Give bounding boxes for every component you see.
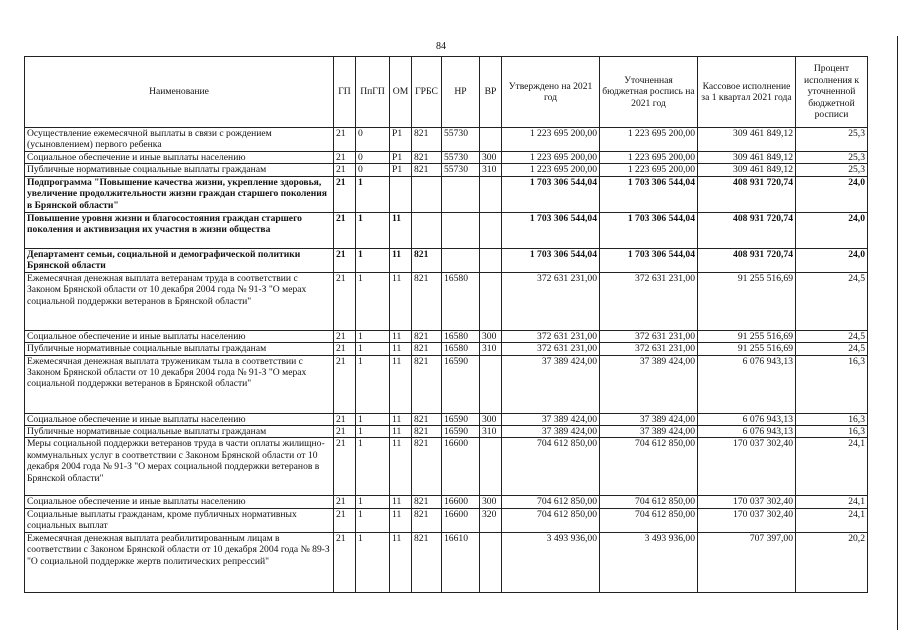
ppgp-cell: 1 xyxy=(356,330,390,342)
table-body xyxy=(25,128,868,593)
approved-cell: 1 223 695 200,00 xyxy=(502,152,600,164)
gp-cell: 21 xyxy=(334,496,356,508)
gp-cell: 21 xyxy=(334,128,356,152)
om-cell: 11 xyxy=(390,330,412,342)
grbs-cell: 821 xyxy=(412,413,442,425)
header-ppgp: ПпГП xyxy=(356,57,390,128)
approved-cell: 3 493 936,00 xyxy=(502,532,600,592)
om-cell xyxy=(390,176,412,212)
header-name: Наименование xyxy=(25,57,334,128)
cash-cell: 309 461 849,12 xyxy=(698,152,796,164)
grbs-cell: 821 xyxy=(412,164,442,176)
name-cell: Повышение уровня жизни и благосостояния граждан старшего поколения и активизация их участия в жизни общества xyxy=(25,212,334,248)
percent-cell: 16,3 xyxy=(796,413,868,425)
table-row xyxy=(25,355,868,413)
vr-cell xyxy=(480,128,502,152)
table-row xyxy=(25,343,868,355)
refined-cell: 704 612 850,00 xyxy=(600,496,698,508)
name-cell: Подпрограмма "Повышение качества жизни, укрепление здоровья, увеличение продолжительности жизни граждан старшего поколения в Брянской области" xyxy=(25,176,334,212)
grbs-cell xyxy=(412,176,442,212)
cash-cell: 6 076 943,13 xyxy=(698,413,796,425)
gp-cell: 21 xyxy=(334,330,356,342)
name-cell: Ежемесячная денежная выплата ветеранам труда в соответствии с Законом Брянской области от 10 декабря 2004 года № 91-З "О мерах социальной поддержки ветеранов в Брянской области" xyxy=(25,272,334,330)
om-cell: 11 xyxy=(390,532,412,592)
table-row xyxy=(25,272,868,330)
vr-cell xyxy=(480,355,502,413)
gp-cell: 21 xyxy=(334,508,356,532)
ppgp-cell: 1 xyxy=(356,248,390,272)
approved-cell: 1 223 695 200,00 xyxy=(502,128,600,152)
grbs-cell: 821 xyxy=(412,248,442,272)
refined-cell: 37 389 424,00 xyxy=(600,413,698,425)
header-approved: Утверждено на 2021 год xyxy=(502,57,600,128)
refined-cell: 37 389 424,00 xyxy=(600,426,698,438)
ppgp-cell: 1 xyxy=(356,355,390,413)
nr-cell: 55730 xyxy=(442,128,480,152)
gp-cell: 21 xyxy=(334,343,356,355)
percent-cell: 24,1 xyxy=(796,438,868,496)
percent-cell: 24,5 xyxy=(796,330,868,342)
cash-cell: 170 037 302,40 xyxy=(698,438,796,496)
vr-cell: 310 xyxy=(480,343,502,355)
header-refined: Уточненная бюджетная роспись на 2021 год xyxy=(600,57,698,128)
refined-cell: 704 612 850,00 xyxy=(600,438,698,496)
approved-cell: 1 703 306 544,04 xyxy=(502,176,600,212)
approved-cell: 372 631 231,00 xyxy=(502,343,600,355)
percent-cell: 25,3 xyxy=(796,152,868,164)
header-grbs: ГРБС xyxy=(412,57,442,128)
percent-cell: 24,5 xyxy=(796,343,868,355)
vr-cell xyxy=(480,212,502,248)
ppgp-cell: 0 xyxy=(356,128,390,152)
cash-cell: 91 255 516,69 xyxy=(698,343,796,355)
gp-cell: 21 xyxy=(334,413,356,425)
gp-cell: 21 xyxy=(334,355,356,413)
approved-cell: 704 612 850,00 xyxy=(502,496,600,508)
om-cell: 11 xyxy=(390,426,412,438)
nr-cell xyxy=(442,212,480,248)
om-cell: 11 xyxy=(390,413,412,425)
vr-cell: 300 xyxy=(480,330,502,342)
name-cell: Социальное обеспечение и иные выплаты населению xyxy=(25,330,334,342)
name-cell: Департамент семьи, социальной и демографической политики Брянской области xyxy=(25,248,334,272)
table-row xyxy=(25,508,868,532)
vr-cell: 320 xyxy=(480,508,502,532)
om-cell: 11 xyxy=(390,212,412,248)
approved-cell: 372 631 231,00 xyxy=(502,272,600,330)
ppgp-cell: 1 xyxy=(356,212,390,248)
header-om: ОМ xyxy=(390,57,412,128)
name-cell: Публичные нормативные социальные выплаты гражданам xyxy=(25,343,334,355)
gp-cell: 21 xyxy=(334,176,356,212)
grbs-cell: 821 xyxy=(412,532,442,592)
grbs-cell: 821 xyxy=(412,128,442,152)
ppgp-cell: 1 xyxy=(356,176,390,212)
header-percent: Процент исполнения к уточненной бюджетной росписи xyxy=(796,57,868,128)
name-cell: Ежемесячная денежная выплата реабилитированным лицам в соответствии с Законом Брянской области от 10 декабря 2004 года № 89-З "О социальной поддержке жертв политических репрессий" xyxy=(25,532,334,592)
ppgp-cell: 1 xyxy=(356,343,390,355)
vr-cell: 300 xyxy=(480,413,502,425)
percent-cell: 25,3 xyxy=(796,128,868,152)
om-cell: 11 xyxy=(390,355,412,413)
grbs-cell: 821 xyxy=(412,330,442,342)
percent-cell: 24,0 xyxy=(796,248,868,272)
table-row xyxy=(25,532,868,592)
name-cell: Социальное обеспечение и иные выплаты населению xyxy=(25,413,334,425)
gp-cell: 21 xyxy=(334,272,356,330)
cash-cell: 91 255 516,69 xyxy=(698,272,796,330)
approved-cell: 1 703 306 544,04 xyxy=(502,212,600,248)
percent-cell: 16,3 xyxy=(796,426,868,438)
name-cell: Публичные нормативные социальные выплаты гражданам xyxy=(25,426,334,438)
nr-cell: 16600 xyxy=(442,496,480,508)
header-nr: НР xyxy=(442,57,480,128)
name-cell: Социальное обеспечение и иные выплаты населению xyxy=(25,152,334,164)
cash-cell: 309 461 849,12 xyxy=(698,164,796,176)
om-cell: 11 xyxy=(390,508,412,532)
name-cell: Меры социальной поддержки ветеранов труда в части оплаты жилищно-коммунальных услуг в соответствии с Законом Брянской области от 10 декабря 2004 года № 91-З "О мерах социальной поддержки ветеранов в Брянской области" xyxy=(25,438,334,496)
nr-cell: 16600 xyxy=(442,438,480,496)
percent-cell: 24,1 xyxy=(796,496,868,508)
cash-cell: 170 037 302,40 xyxy=(698,496,796,508)
gp-cell: 21 xyxy=(334,426,356,438)
ppgp-cell: 1 xyxy=(356,413,390,425)
gp-cell: 21 xyxy=(334,152,356,164)
vr-cell: 310 xyxy=(480,164,502,176)
table-row xyxy=(25,164,868,176)
cash-cell: 170 037 302,40 xyxy=(698,508,796,532)
om-cell: 11 xyxy=(390,248,412,272)
ppgp-cell: 1 xyxy=(356,496,390,508)
approved-cell: 704 612 850,00 xyxy=(502,438,600,496)
refined-cell: 3 493 936,00 xyxy=(600,532,698,592)
approved-cell: 37 389 424,00 xyxy=(502,426,600,438)
nr-cell xyxy=(442,248,480,272)
cash-cell: 707 397,00 xyxy=(698,532,796,592)
header-gp: ГП xyxy=(334,57,356,128)
nr-cell: 55730 xyxy=(442,152,480,164)
vr-cell xyxy=(480,438,502,496)
page-number: 84 xyxy=(436,41,446,52)
refined-cell: 1 703 306 544,04 xyxy=(600,248,698,272)
cash-cell: 408 931 720,74 xyxy=(698,248,796,272)
name-cell: Ежемесячная денежная выплата труженикам тыла в соответствии с Законом Брянской области от 10 декабря 2004 года № 91-З "О мерах социальной поддержки ветеранов в Брянской области" xyxy=(25,355,334,413)
approved-cell: 704 612 850,00 xyxy=(502,508,600,532)
refined-cell: 1 223 695 200,00 xyxy=(600,152,698,164)
table-row xyxy=(25,212,868,248)
nr-cell: 16580 xyxy=(442,272,480,330)
cash-cell: 91 255 516,69 xyxy=(698,330,796,342)
refined-cell: 372 631 231,00 xyxy=(600,272,698,330)
table-row xyxy=(25,330,868,342)
percent-cell: 24,1 xyxy=(796,508,868,532)
nr-cell: 16590 xyxy=(442,413,480,425)
ppgp-cell: 1 xyxy=(356,272,390,330)
grbs-cell: 821 xyxy=(412,508,442,532)
vr-cell: 310 xyxy=(480,426,502,438)
nr-cell: 16590 xyxy=(442,426,480,438)
gp-cell: 21 xyxy=(334,248,356,272)
table-row xyxy=(25,438,868,496)
percent-cell: 16,3 xyxy=(796,355,868,413)
refined-cell: 372 631 231,00 xyxy=(600,330,698,342)
percent-cell: 20,2 xyxy=(796,532,868,592)
percent-cell: 24,5 xyxy=(796,272,868,330)
nr-cell: 55730 xyxy=(442,164,480,176)
grbs-cell: 821 xyxy=(412,438,442,496)
table-row xyxy=(25,176,868,212)
percent-cell: 25,3 xyxy=(796,164,868,176)
cash-cell: 6 076 943,13 xyxy=(698,355,796,413)
approved-cell: 1 703 306 544,04 xyxy=(502,248,600,272)
nr-cell: 16580 xyxy=(442,330,480,342)
percent-cell: 24,0 xyxy=(796,212,868,248)
grbs-cell: 821 xyxy=(412,343,442,355)
vr-cell xyxy=(480,176,502,212)
om-cell: P1 xyxy=(390,164,412,176)
ppgp-cell: 1 xyxy=(356,532,390,592)
vr-cell: 300 xyxy=(480,496,502,508)
refined-cell: 372 631 231,00 xyxy=(600,343,698,355)
vr-cell xyxy=(480,272,502,330)
gp-cell: 21 xyxy=(334,212,356,248)
grbs-cell: 821 xyxy=(412,496,442,508)
nr-cell xyxy=(442,176,480,212)
om-cell: 11 xyxy=(390,438,412,496)
om-cell: P1 xyxy=(390,152,412,164)
refined-cell: 37 389 424,00 xyxy=(600,355,698,413)
table-row xyxy=(25,248,868,272)
grbs-cell: 821 xyxy=(412,272,442,330)
cash-cell: 408 931 720,74 xyxy=(698,176,796,212)
nr-cell: 16600 xyxy=(442,508,480,532)
page-edge-line xyxy=(897,36,898,630)
header-cash: Кассовое исполнение за 1 квартал 2021 года xyxy=(698,57,796,128)
refined-cell: 1 223 695 200,00 xyxy=(600,164,698,176)
budget-table xyxy=(24,56,868,593)
ppgp-cell: 1 xyxy=(356,426,390,438)
ppgp-cell: 0 xyxy=(356,164,390,176)
ppgp-cell: 1 xyxy=(356,508,390,532)
vr-cell xyxy=(480,532,502,592)
om-cell: 11 xyxy=(390,272,412,330)
cash-cell: 6 076 943,13 xyxy=(698,426,796,438)
approved-cell: 37 389 424,00 xyxy=(502,355,600,413)
ppgp-cell: 0 xyxy=(356,152,390,164)
table-row xyxy=(25,496,868,508)
name-cell: Социальное обеспечение и иные выплаты населению xyxy=(25,496,334,508)
name-cell: Осуществление ежемесячной выплаты в связи с рождением (усыновлением) первого ребенка xyxy=(25,128,334,152)
gp-cell: 21 xyxy=(334,164,356,176)
om-cell: P1 xyxy=(390,128,412,152)
refined-cell: 1 223 695 200,00 xyxy=(600,128,698,152)
cash-cell: 408 931 720,74 xyxy=(698,212,796,248)
approved-cell: 1 223 695 200,00 xyxy=(502,164,600,176)
approved-cell: 37 389 424,00 xyxy=(502,413,600,425)
approved-cell: 372 631 231,00 xyxy=(502,330,600,342)
om-cell: 11 xyxy=(390,496,412,508)
gp-cell: 21 xyxy=(334,438,356,496)
refined-cell: 704 612 850,00 xyxy=(600,508,698,532)
table-row xyxy=(25,128,868,152)
name-cell: Публичные нормативные социальные выплаты гражданам xyxy=(25,164,334,176)
table-row xyxy=(25,413,868,425)
grbs-cell: 821 xyxy=(412,152,442,164)
header-vr: ВР xyxy=(480,57,502,128)
refined-cell: 1 703 306 544,04 xyxy=(600,176,698,212)
table-header-row xyxy=(25,57,868,128)
refined-cell: 1 703 306 544,04 xyxy=(600,212,698,248)
grbs-cell: 821 xyxy=(412,426,442,438)
percent-cell: 24,0 xyxy=(796,176,868,212)
vr-cell: 300 xyxy=(480,152,502,164)
grbs-cell: 821 xyxy=(412,355,442,413)
gp-cell: 21 xyxy=(334,532,356,592)
vr-cell xyxy=(480,248,502,272)
grbs-cell xyxy=(412,212,442,248)
nr-cell: 16610 xyxy=(442,532,480,592)
om-cell: 11 xyxy=(390,343,412,355)
ppgp-cell: 1 xyxy=(356,438,390,496)
table-row xyxy=(25,152,868,164)
nr-cell: 16580 xyxy=(442,343,480,355)
name-cell: Социальные выплаты гражданам, кроме публичных нормативных социальных выплат xyxy=(25,508,334,532)
nr-cell: 16590 xyxy=(442,355,480,413)
cash-cell: 309 461 849,12 xyxy=(698,128,796,152)
table-row xyxy=(25,426,868,438)
